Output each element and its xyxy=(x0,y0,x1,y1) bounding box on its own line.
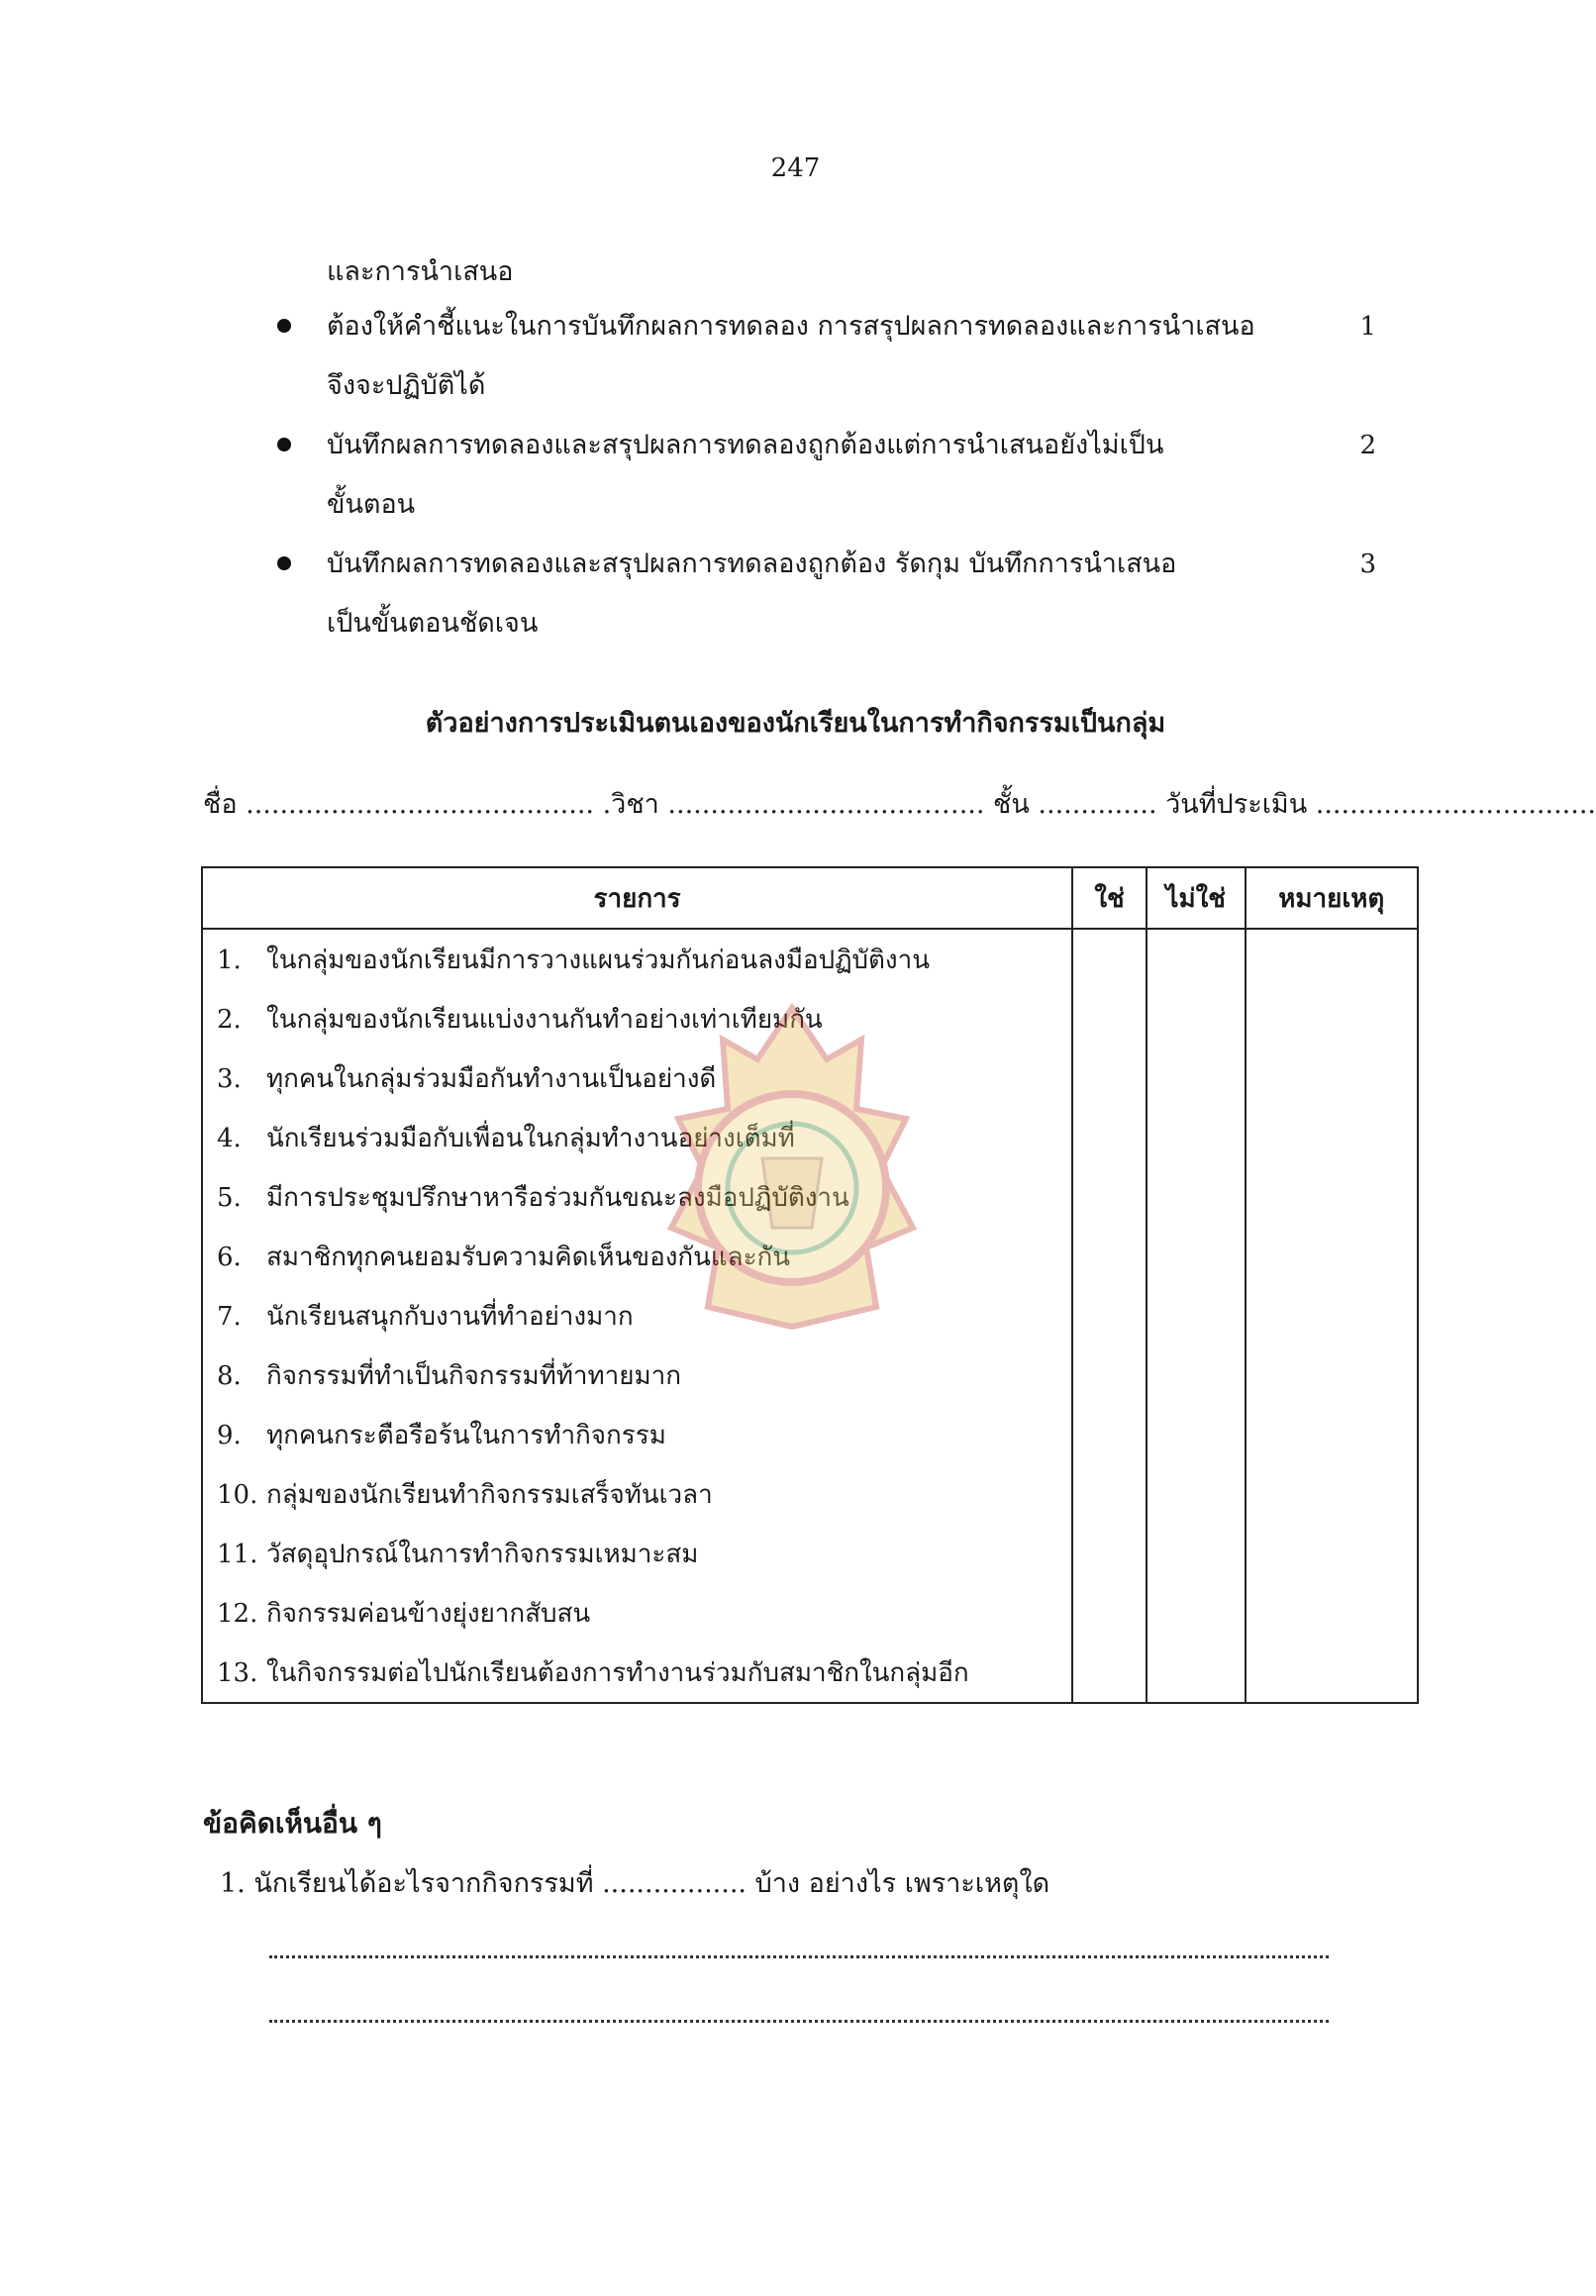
yes-cell[interactable] xyxy=(1072,1643,1147,1703)
row-item xyxy=(202,1464,1072,1524)
yes-cell[interactable] xyxy=(1072,1524,1147,1583)
yes-cell[interactable] xyxy=(1072,929,1147,989)
row-item xyxy=(202,929,1072,989)
remark-cell[interactable] xyxy=(1246,929,1419,989)
remark-cell[interactable] xyxy=(1246,1108,1419,1167)
row-text: ในกิจกรรมต่อไปนักเรียนต้องการทำงานร่วมกับสมาชิกในกลุ่มอีก xyxy=(266,1657,969,1688)
answer-line[interactable] xyxy=(269,1955,1329,1958)
table-row xyxy=(202,1346,1418,1405)
no-cell[interactable] xyxy=(1147,1346,1246,1405)
row-item xyxy=(202,1227,1072,1286)
comment-question-1: 1. นักเรียนได้อะไรจากกิจกรรมที่ ................. บ้าง อย่างไร เพราะเหตุใด xyxy=(220,1868,1050,1899)
row-number: 4. xyxy=(217,1123,242,1153)
no-cell[interactable] xyxy=(1147,1583,1246,1643)
row-number: 5. xyxy=(217,1182,242,1213)
remark-cell[interactable] xyxy=(1246,1167,1419,1227)
no-cell[interactable] xyxy=(1147,1048,1246,1108)
row-number: 6. xyxy=(217,1242,242,1272)
row-number: 8. xyxy=(217,1360,242,1391)
table-row xyxy=(202,1167,1418,1227)
remark-cell[interactable] xyxy=(1246,1583,1419,1643)
remark-cell[interactable] xyxy=(1246,1286,1419,1346)
table-row xyxy=(202,1405,1418,1464)
row-text: ในกลุ่มของนักเรียนแบ่งงานกันทำอย่างเท่าเทียมกัน xyxy=(266,1004,823,1035)
criterion-item xyxy=(277,297,1376,416)
criterion-line: ขั้นตอน xyxy=(327,489,416,520)
table-row xyxy=(202,1524,1418,1583)
remark-cell[interactable] xyxy=(1246,1405,1419,1464)
row-item xyxy=(202,1643,1072,1703)
criterion-item xyxy=(277,416,1376,535)
row-number: 3. xyxy=(217,1063,242,1094)
remark-cell[interactable] xyxy=(1246,1524,1419,1583)
criterion-line: เป็นขั้นตอนชัดเจน xyxy=(327,608,539,639)
section-title: ตัวอย่างการประเมินตนเองของนักเรียนในการทำกิจกรรมเป็นกลุ่ม xyxy=(425,708,1166,739)
yes-cell[interactable] xyxy=(1072,1048,1147,1108)
row-number: 9. xyxy=(217,1420,242,1450)
row-number: 11. xyxy=(217,1539,258,1569)
row-number: 13. xyxy=(217,1657,258,1688)
header-no: ไม่ใช่ xyxy=(1147,867,1246,929)
row-text: ทุกคนในกลุ่มร่วมมือกันทำงานเป็นอย่างดี xyxy=(266,1063,717,1094)
remark-cell[interactable] xyxy=(1246,1346,1419,1405)
row-item xyxy=(202,1346,1072,1405)
criterion-line: ต้องให้คำชี้แนะในการบันทึกผลการทดลอง การสรุปผลการทดลองและการนำเสนอ xyxy=(327,311,1255,342)
yes-cell[interactable] xyxy=(1072,1227,1147,1286)
criterion-line: จึงจะปฏิบัติได้ xyxy=(327,370,486,401)
self-assessment-table xyxy=(201,866,1419,1704)
no-cell[interactable] xyxy=(1147,1227,1246,1286)
remark-cell[interactable] xyxy=(1246,1048,1419,1108)
no-cell[interactable] xyxy=(1147,929,1246,989)
row-text: นักเรียนสนุกกับงานที่ทำอย่างมาก xyxy=(266,1301,634,1332)
row-item xyxy=(202,1048,1072,1108)
no-cell[interactable] xyxy=(1147,1524,1246,1583)
criterion-line: บันทึกผลการทดลองและสรุปผลการทดลองถูกต้อง รัดกุม บันทึกการนำเสนอ xyxy=(327,549,1177,579)
yes-cell[interactable] xyxy=(1072,1405,1147,1464)
row-text: ทุกคนกระตือรือร้นในการทำกิจกรรม xyxy=(266,1420,666,1450)
row-item xyxy=(202,1583,1072,1643)
remark-cell[interactable] xyxy=(1246,1643,1419,1703)
yes-cell[interactable] xyxy=(1072,1167,1147,1227)
row-item xyxy=(202,1108,1072,1167)
row-item xyxy=(202,1167,1072,1227)
row-item xyxy=(202,1286,1072,1346)
criterion-score: 3 xyxy=(1359,549,1376,579)
no-cell[interactable] xyxy=(1147,1286,1246,1346)
table-row xyxy=(202,1108,1418,1167)
table-row xyxy=(202,1643,1418,1703)
row-number: 1. xyxy=(217,945,242,975)
criterion-score: 2 xyxy=(1359,431,1376,460)
yes-cell[interactable] xyxy=(1072,1286,1147,1346)
row-text: มีการประชุมปรึกษาหารือร่วมกันขณะลงมือปฏิบัติงาน xyxy=(266,1182,849,1213)
table-row xyxy=(202,1464,1418,1524)
yes-cell[interactable] xyxy=(1072,1108,1147,1167)
row-text: วัสดุอุปกรณ์ในการทำกิจกรรมเหมาะสม xyxy=(266,1539,699,1569)
bullet-icon xyxy=(277,319,291,333)
row-text: สมาชิกทุกคนยอมรับความคิดเห็นของกันและกัน xyxy=(266,1242,791,1272)
remark-cell[interactable] xyxy=(1246,1464,1419,1524)
table-row xyxy=(202,929,1418,989)
header-item: รายการ xyxy=(202,867,1072,929)
row-number: 2. xyxy=(217,1004,242,1035)
yes-cell[interactable] xyxy=(1072,1583,1147,1643)
yes-cell[interactable] xyxy=(1072,989,1147,1048)
criterion-score: 1 xyxy=(1359,312,1376,342)
row-text: กิจกรรมที่ทำเป็นกิจกรรมที่ท้าทายมาก xyxy=(266,1360,681,1391)
no-cell[interactable] xyxy=(1147,989,1246,1048)
header-remark: หมายเหตุ xyxy=(1246,867,1419,929)
row-item xyxy=(202,989,1072,1048)
row-text: กิจกรรมค่อนข้างยุ่งยากสับสน xyxy=(266,1598,591,1629)
yes-cell[interactable] xyxy=(1072,1346,1147,1405)
comments-title: ข้อคิดเห็นอื่น ๆ xyxy=(203,1807,382,1840)
no-cell[interactable] xyxy=(1147,1167,1246,1227)
no-cell[interactable] xyxy=(1147,1464,1246,1524)
remark-cell[interactable] xyxy=(1246,1227,1419,1286)
row-number: 12. xyxy=(217,1598,258,1629)
row-text: ในกลุ่มของนักเรียนมีการวางแผนร่วมกันก่อนลงมือปฏิบัติงาน xyxy=(266,945,930,975)
table-header-row xyxy=(202,867,1418,929)
answer-line[interactable] xyxy=(269,2020,1329,2023)
yes-cell[interactable] xyxy=(1072,1464,1147,1524)
bullet-icon xyxy=(277,438,291,451)
remark-cell[interactable] xyxy=(1246,989,1419,1048)
continuation-text: และการนำเสนอ xyxy=(327,256,514,287)
row-text: กลุ่มของนักเรียนทำกิจกรรมเสร็จทันเวลา xyxy=(266,1479,713,1510)
row-number: 7. xyxy=(217,1301,242,1332)
table-row xyxy=(202,1583,1418,1643)
table-row xyxy=(202,989,1418,1048)
page-number: 247 xyxy=(770,153,821,183)
row-text: นักเรียนร่วมมือกับเพื่อนในกลุ่มทำงานอย่างเต็มที่ xyxy=(266,1123,795,1153)
bullet-icon xyxy=(277,556,291,570)
table-row xyxy=(202,1227,1418,1286)
table-row xyxy=(202,1048,1418,1108)
row-number: 10. xyxy=(217,1479,258,1510)
row-item xyxy=(202,1524,1072,1583)
criterion-line: บันทึกผลการทดลองและสรุปผลการทดลองถูกต้องแต่การนำเสนอยังไม่เป็น xyxy=(327,430,1164,460)
no-cell[interactable] xyxy=(1147,1405,1246,1464)
row-item xyxy=(202,1405,1072,1464)
header-yes: ใช่ xyxy=(1072,867,1147,929)
student-info-line: ชื่อ ......................................... .วิชา ............................……... ชั้น .............. วันที่ประเมิน ................................. xyxy=(203,789,1596,820)
no-cell[interactable] xyxy=(1147,1643,1246,1703)
table-row xyxy=(202,1286,1418,1346)
no-cell[interactable] xyxy=(1147,1108,1246,1167)
criterion-item xyxy=(277,535,1376,653)
